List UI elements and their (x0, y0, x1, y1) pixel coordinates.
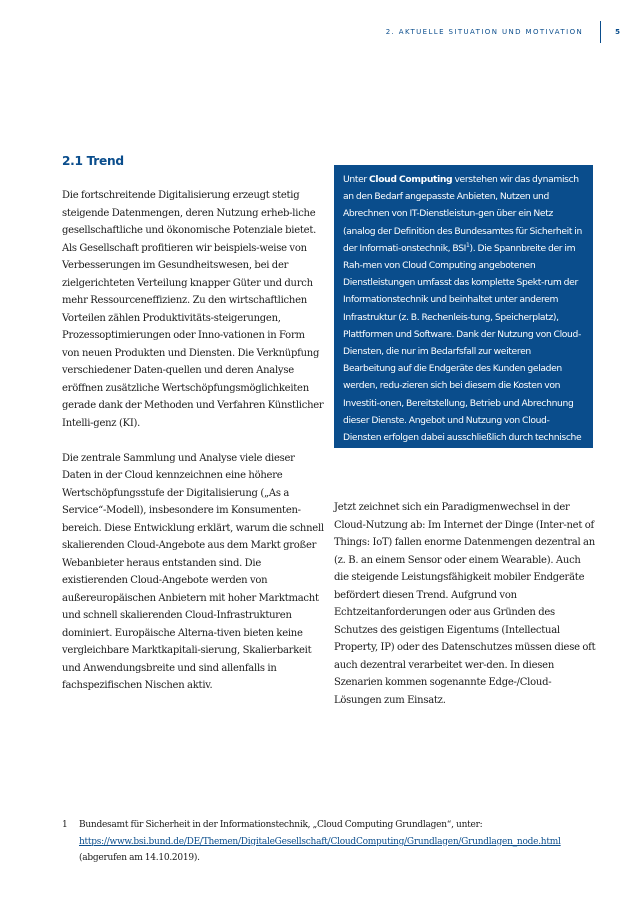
page-header (386, 22, 620, 42)
defined-term: Cloud Computing (369, 174, 453, 185)
header-divider (600, 21, 601, 43)
paragraph-digitalisierung: Die fortschreitende Digitalisierung erzeugt stetig steigende Datenmengen, deren Nutzung erheb-liche gesellschaftliche und ökonomische Potenziale bietet. Als Gesellschaft profitieren wir beispiels-weise von Verbesserungen im Gesundheitswesen, bei der zielgerichteten Verteilung knapper Güter und durch mehr Ressourceneffizienz. Zu den wirtschaftlichen Vorteilen zählen Produktivitäts-steigerungen, Prozessoptimierungen oder Inno-vationen in Form von neuen Produkten und Diensten. Die Verknüpfung verschiedener Daten-quellen und deren Analyse eröffnen zusätzliche Wertschöpfungsmöglichkeiten gerade dank der Methoden und Verfahren Künstlicher Intelli-genz (KI). (62, 190, 324, 429)
left-column (62, 187, 324, 695)
footnote-reference[interactable]: 1 (466, 241, 470, 249)
cloud-computing-definition-box (334, 165, 593, 461)
running-title: 2. AKTUELLE SITUATION UND MOTIVATION (385, 28, 584, 36)
paragraph-paradigmenwechsel: Jetzt zeichnet sich ein Paradigmenwechsel in der Cloud-Nutzung ab: Im Internet der Dinge (Inter-net of Things: IoT) fallen enorme Datenmengen dezentral an (z. B. an einem Sensor oder einem Wearable). Auch die steigende Leistungsfähigkeit mobiler Endgeräte befördert diesen Trend. Aufgrund von Echtzeitanforderungen oder aus Gründen des Schutzes des geistigen Eigentums (Intellectual Property, IP) oder des Datenschutzes müssen diese oft auch dezentral verarbeitet wer-den. In diesen Szenarien kommen sogenannte Edge-/Cloud-Lösungen zum Einsatz. (334, 502, 596, 706)
definition-text: Unter Cloud Computing verstehen wir das dynamisch an den Bedarf angepasste Anbieten, Nutzen und Abrechnen von IT-Dienstleistun-gen über ein Netz (analog der Definition des Bundesamtes für Sicherheit in der Informati-onstechnik, BSI$^1$). Die Spannbreite der im Rah-men von Cloud Computing angebotenen Dienstleistungen umfasst das komplette Spekt-rum der Informationstechnik und beinhaltet unter anderem Infrastruktur (z. B. Rechenleis-tung, Speicherplatz), Plattformen und Software. Dank der Nutzung von Cloud-Diensten, die nur im Bedarfsfall zur weiteren Bearbeitung auf die Endgeräte des Kunden geladen werden, redu-zieren sich bei diesem die Kosten von Investiti-onen, Bereitstellung, Betrieb und Abrechnung dieser Dienste. Angebot und Nutzung von Cloud-Diensten erfolgen dabei ausschließlich durch technische Schnittstellen und Protokolle. (343, 174, 582, 461)
footnote-number: 1 (62, 820, 68, 830)
page-number: 5 (615, 28, 620, 36)
section-heading: 2.1 Trend (62, 154, 124, 168)
right-column (334, 499, 596, 709)
footnote-text: Bundesamt für Sicherheit in der Informationstechnik, „Cloud Computing Grundlagen“, unter: https://www.bsi.bund.de/DE/Themen/DigitaleGesellschaft/CloudComputing/Grundlagen/Grundlagen_node.html (abgerufen am 14.10.2019). (79, 820, 561, 863)
bsi-link[interactable]: https://www.bsi.bund.de/DE/Themen/DigitaleGesellschaft/CloudComputing/Grundlagen/Grundlagen_node.html (79, 836, 561, 847)
footnote (62, 817, 602, 867)
paragraph-cloud-sammlung: Die zentrale Sammlung und Analyse viele dieser Daten in der Cloud kennzeichnen eine höhere Wertschöpfungsstufe der Digitalisierung („As a Service“-Modell), insbesondere im Konsumenten-bereich. Diese Entwicklung erklärt, warum die schnell skalierenden Cloud-Angebote aus dem Markt großer Webanbieter heraus entstanden sind. Die existierenden Cloud-Angebote werden von außereuropäischen Anbietern mit hoher Marktmacht und schnell skalierenden Cloud-Infrastrukturen dominiert. Europäische Alterna-tiven bieten keine vergleichbare Marktkapitali-sierung, Skalierbarkeit und Anwendungsbreite und sind allenfalls in fachspezifischen Nischen aktiv. (62, 452, 324, 691)
